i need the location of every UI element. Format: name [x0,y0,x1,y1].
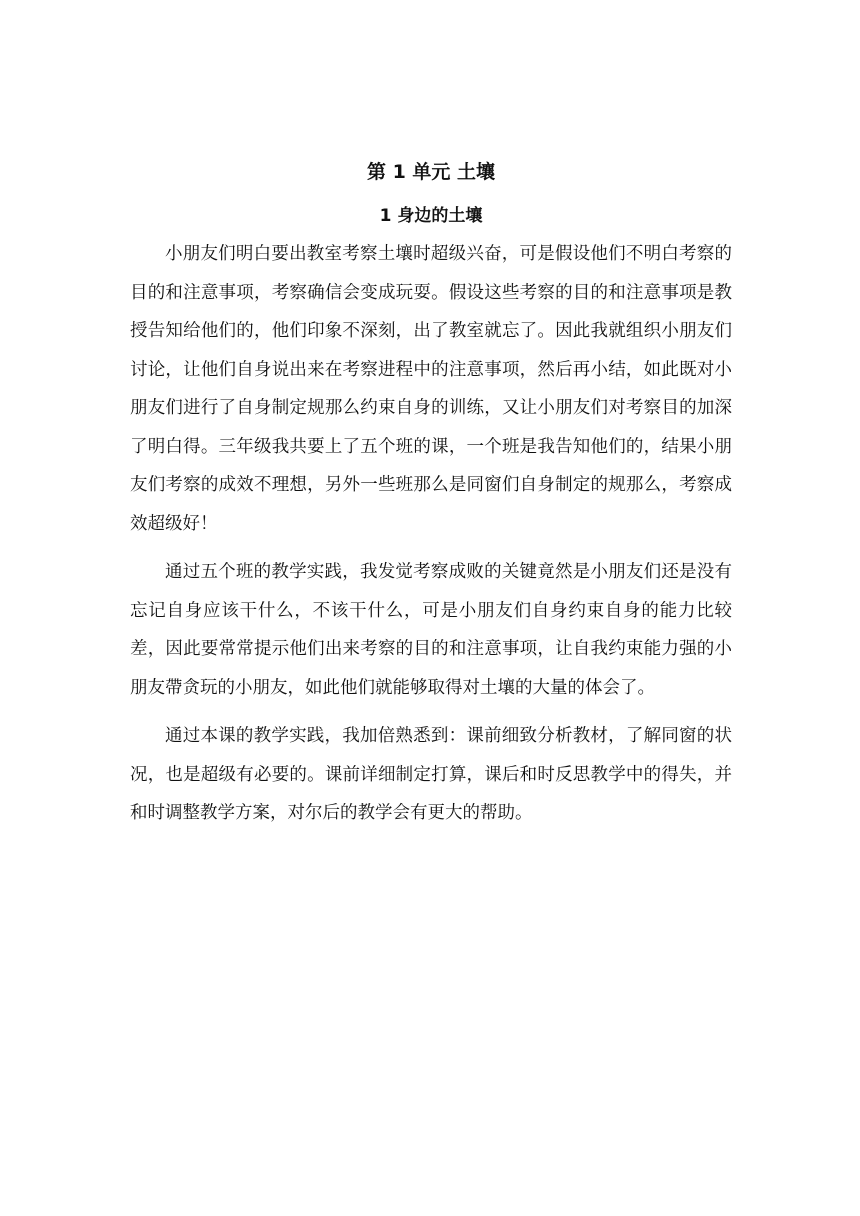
paragraph-1: 小朋友们明白要出教室考察土壤时超级兴奋，可是假设他们不明白考察的目的和注意事项，考察确信会变成玩耍。假设这些考察的目的和注意事项是教授告知给他们的，他们印象不深刻，出了教室就忘了。因此我就组织小朋友们讨论，让他们自身说出来在考察进程中的注意事项，然后再小结，如此既对小朋友们进行了自身制定规那么约束自身的训练，又让小朋友们对考察目的加深了明白得。三年级我共要上了五个班的课，一个班是我告知他们的，结果小朋友们考察的成效不理想，另外一些班那么是同窗们自身制定的规那么，考察成效超级好！ [130,244,732,534]
lesson-title: 1 身边的土壤 [379,206,483,226]
document-body [130,155,732,843]
paragraph-3: 通过本课的教学实践，我加倍熟悉到：课前细致分析教材，了解同窗的状况，也是超级有必要的。课前详细制定打算，课后和时反思教学中的得失，并和时调整教学方案，对尔后的教学会有更大的帮助。 [130,726,732,823]
unit-title: 第 1 单元 土壤 [366,161,496,183]
paragraph-2: 通过五个班的教学实践，我发觉考察成败的关键竟然是小朋友们还是没有忘记自身应该干什么，不该干什么，可是小朋友们自身约束自身的能力比较差，因此要常常提示他们出来考察的目的和注意事项，让自我约束能力强的小朋友帶贪玩的小朋友，如此他们就能够取得对土壤的大量的体会了。 [130,562,732,698]
